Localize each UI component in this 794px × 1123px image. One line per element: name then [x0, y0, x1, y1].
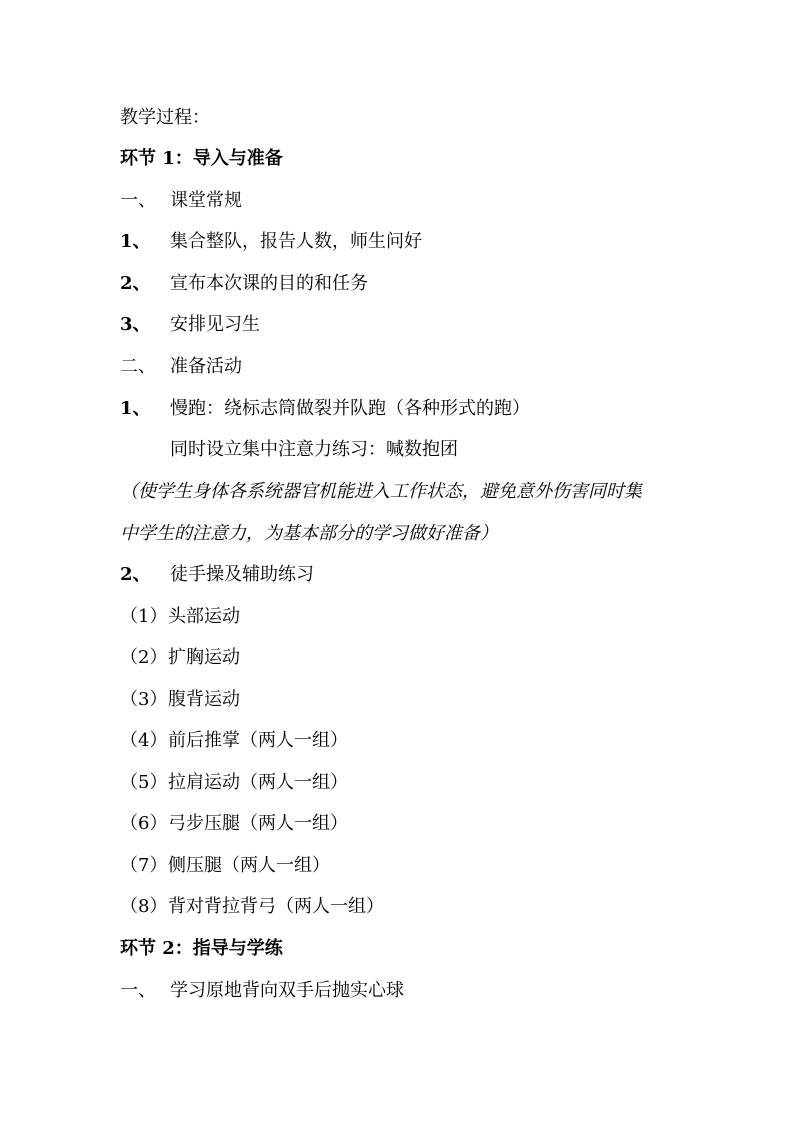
list-item: 3、 安排见习生	[120, 314, 260, 335]
part-1-title: 一、 课堂常规	[120, 190, 242, 211]
section-2-title: 环节 2：指导与学练	[120, 938, 283, 959]
list-item: 1、 慢跑：绕标志筒做裂并队跑（各种形式的跑）	[120, 398, 530, 419]
sub-list-item: （1）头部运动	[120, 606, 240, 627]
list-item: 2、 宣布本次课的目的和任务	[120, 273, 368, 294]
part-2-title: 二、 准备活动	[120, 356, 242, 377]
sub-list-item: （7）侧压腿（两人一组）	[120, 855, 330, 876]
document-heading: 教学过程：	[120, 107, 210, 128]
list-item-continuation: 同时设立集中注意力练习：喊数抱团	[170, 439, 458, 460]
section-2-part-1-title: 一、 学习原地背向双手后抛实心球	[120, 980, 404, 1001]
sub-list-item: （3）腹背运动	[120, 689, 240, 710]
list-item: 2、 徒手操及辅助练习	[120, 564, 314, 585]
sub-list-item: （8）背对背拉背弓（两人一组）	[120, 896, 384, 917]
sub-list-item: （2）扩胸运动	[120, 647, 240, 668]
sub-list-item: （4）前后推掌（两人一组）	[120, 730, 348, 751]
note-line: 中学生的注意力，为基本部分的学习做好准备）	[120, 523, 498, 544]
sub-list-item: （5）拉肩运动（两人一组）	[120, 772, 348, 793]
list-item: 1、 集合整队，报告人数，师生问好	[120, 231, 422, 252]
note-line: （使学生身体各系统器官机能进入工作状态，避免意外伤害同时集	[120, 481, 642, 502]
sub-list-item: （6）弓步压腿（两人一组）	[120, 813, 348, 834]
section-1-title: 环节 1：导入与准备	[120, 148, 283, 169]
